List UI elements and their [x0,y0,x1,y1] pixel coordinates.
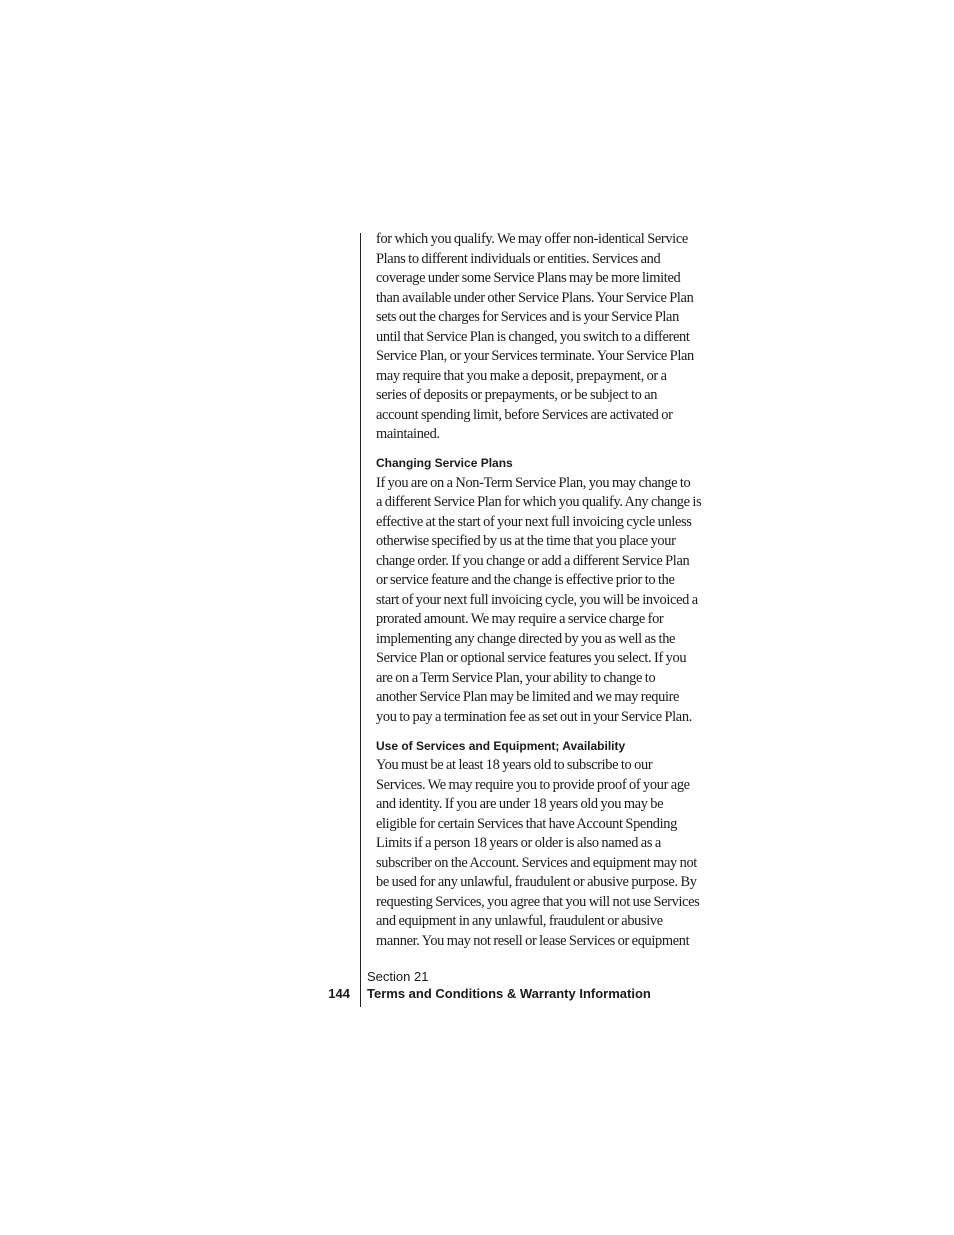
heading-use-of-services: Use of Services and Equipment; Availability [376,738,626,753]
paragraph-use-of-services [376,756,700,951]
text-line: If you are on a Non-Term Service Plan, you may change to [376,474,691,491]
page-number: 144 [328,986,350,1001]
paragraph-service-plans [376,230,694,445]
text-line: and equipment in any unlawful, fraudulent or abusive [376,913,663,929]
text-line: implementing any change directed by you as well as the [376,630,676,647]
paragraph-changing-service-plans [376,474,702,728]
text-line: a different Service Plan for which you qualify. Any change is [376,494,702,510]
text-line: and identity. If you are under 18 years old you may be [376,796,664,812]
text-line: change order. If you change or add a different Service Plan [376,552,690,569]
text-line: series of deposits or prepayments, or be subject to an [376,387,658,403]
body-text-column [376,230,702,951]
text-line: sets out the charges for Services and is your Service Plan [376,309,679,325]
text-line: manner. You may not resell or lease Services or equipment [376,932,690,949]
text-line: Service Plan, or your Services terminate. Your Service Plan [376,348,694,364]
text-line: prorated amount. We may require a service charge for [376,611,664,627]
text-line: You must be at least 18 years old to subscribe to our [376,757,653,773]
text-line: otherwise specified by us at the time that you place your [376,533,676,549]
text-line: another Service Plan may be limited and we may require [376,689,680,705]
vertical-margin-rule [360,233,361,1007]
footer-section-label: Section 21 [367,969,429,984]
text-line: eligible for certain Services that have Account Spending [376,815,677,832]
text-line: start of your next full invoicing cycle, you will be invoiced a [376,591,698,608]
text-line: Limits if a person 18 years or older is also named as a [376,835,661,851]
text-line: maintained. [376,426,440,442]
text-line: are on a Term Service Plan, your ability to change to [376,669,656,686]
text-line: for which you qualify. We may offer non-identical Service [376,231,688,247]
heading-changing-service-plans: Changing Service Plans [376,456,513,470]
text-line: requesting Services, you agree that you will not use Services [376,893,700,910]
text-line: coverage under some Service Plans may be more limited [376,270,681,286]
text-line: than available under other Service Plans. Your Service Plan [376,289,694,306]
text-line: Services. We may require you to provide proof of your age [376,776,690,793]
footer-chapter-title: Terms and Conditions & Warranty Information [367,986,651,1001]
text-line: or service feature and the change is effective prior to the [376,572,675,588]
text-line: account spending limit, before Services are activated or [376,406,673,423]
text-line: Plans to different individuals or entities. Services and [376,250,661,267]
text-line: be used for any unlawful, fraudulent or abusive purpose. By [376,874,697,890]
text-line: you to pay a termination fee as set out in your Service Plan. [376,708,692,725]
text-line: Service Plan or optional service features you select. If you [376,650,687,666]
text-line: subscriber on the Account. Services and equipment may not [376,854,697,871]
text-line: until that Service Plan is changed, you switch to a different [376,328,690,345]
text-line: may require that you make a deposit, prepayment, or a [376,367,667,384]
text-line: effective at the start of your next full invoicing cycle unless [376,513,692,530]
